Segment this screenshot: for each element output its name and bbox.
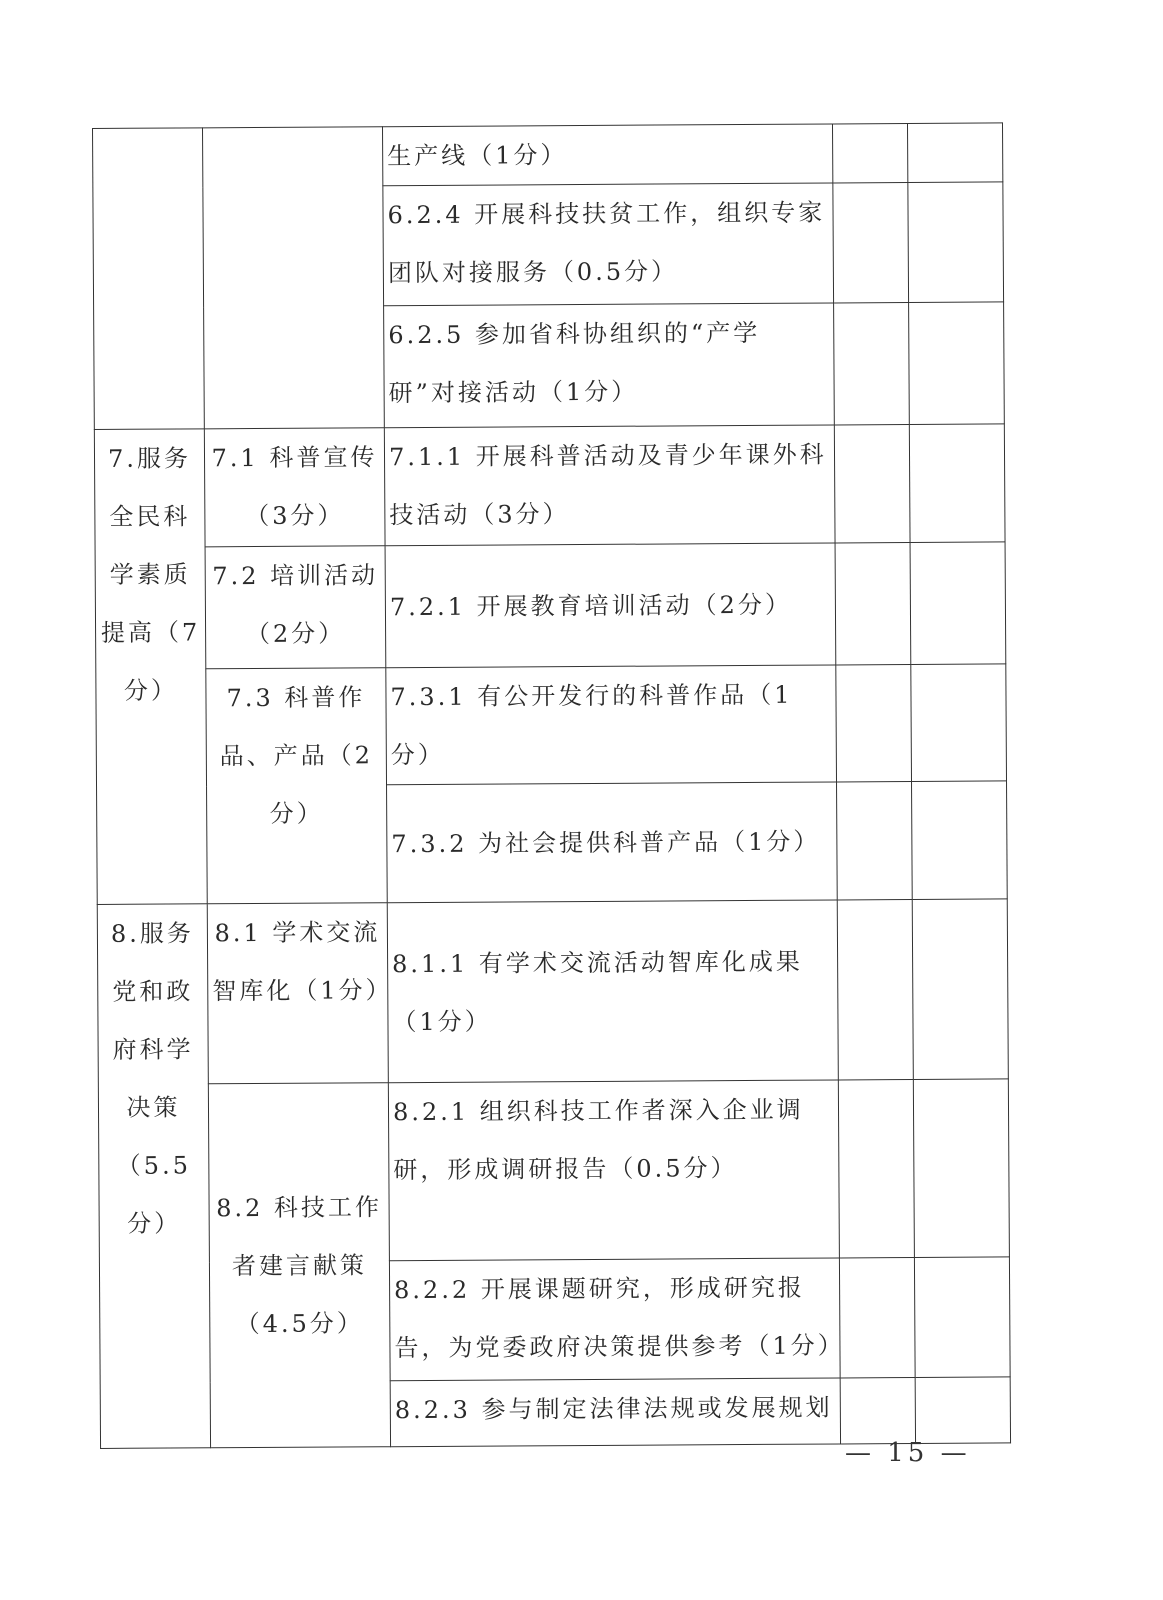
score-cell [833,183,909,303]
table-row [98,1079,1009,1263]
criterion-cell: 7.3.1 有公开发行的科普作品（1分） [386,665,837,785]
item-cell: 7.2 培训活动（2分） [205,546,386,669]
criterion-cell: 8.2.2 开展课题研究，形成研究报告，为党委政府决策提供参考（1分） [389,1258,840,1381]
table-row [96,664,1007,787]
criterion-cell: 6.2.5 参加省科协组织的“产学研”对接活动（1分） [384,303,835,428]
category-cell-continued [93,128,205,430]
category-cell: 7.服务全民科学素质提高（7分） [94,429,207,905]
remark-cell [909,424,1005,543]
item-cell: 7.1 科普宣传（3分） [204,428,385,547]
evaluation-table [92,122,1011,1449]
category-cell: 8.服务党和政府科学决策（5.5分） [97,904,210,1449]
criterion-cell: 7.1.1 开展科普活动及青少年课外科技活动（3分） [384,425,835,546]
criterion-cell: 6.2.4 开展科技扶贫工作，组织专家团队对接服务（0.5分） [383,183,834,306]
criterion-cell: 7.2.1 开展教育培训活动（2分） [385,543,836,668]
score-cell [834,303,910,425]
remark-cell [908,182,1004,303]
remark-cell [913,1079,1009,1258]
criterion-cell: 生产线（1分） [382,124,832,186]
item-cell: 8.1 学术交流智库化（1分） [207,903,388,1084]
remark-cell [915,1377,1010,1444]
criterion-cell: 8.1.1 有学术交流活动智库化成果（1分） [387,900,838,1083]
remark-cell [912,899,1008,1080]
table-row [93,123,1003,188]
table-row [97,899,1008,1085]
remark-cell [911,664,1007,782]
score-cell [837,900,913,1080]
remark-cell [907,123,1002,183]
page-number: — 15 — [845,1438,971,1468]
score-cell [838,1080,914,1258]
criterion-cell: 8.2.3 参与制定法律法规或发展规划 [390,1378,840,1447]
item-cell: 8.2 科技工作者建言献策（4.5分） [208,1083,390,1448]
criterion-cell: 8.2.1 组织科技工作者深入企业调研，形成调研报告（0.5分） [388,1080,839,1261]
remark-cell [912,781,1008,900]
item-cell-continued [203,127,385,429]
item-cell: 7.3 科普作品、产品（2分） [206,668,387,904]
score-cell [836,665,912,782]
score-cell [834,425,910,543]
score-cell [837,782,913,900]
table-row [95,542,1006,670]
remark-cell [914,1257,1010,1378]
score-cell [840,1377,915,1443]
table-row [94,424,1005,548]
criterion-cell: 7.3.2 为社会提供科普产品（1分） [387,782,838,903]
remark-cell [910,542,1006,665]
score-cell [835,543,911,665]
remark-cell [909,302,1005,425]
score-cell [839,1257,915,1377]
score-cell [832,124,907,183]
